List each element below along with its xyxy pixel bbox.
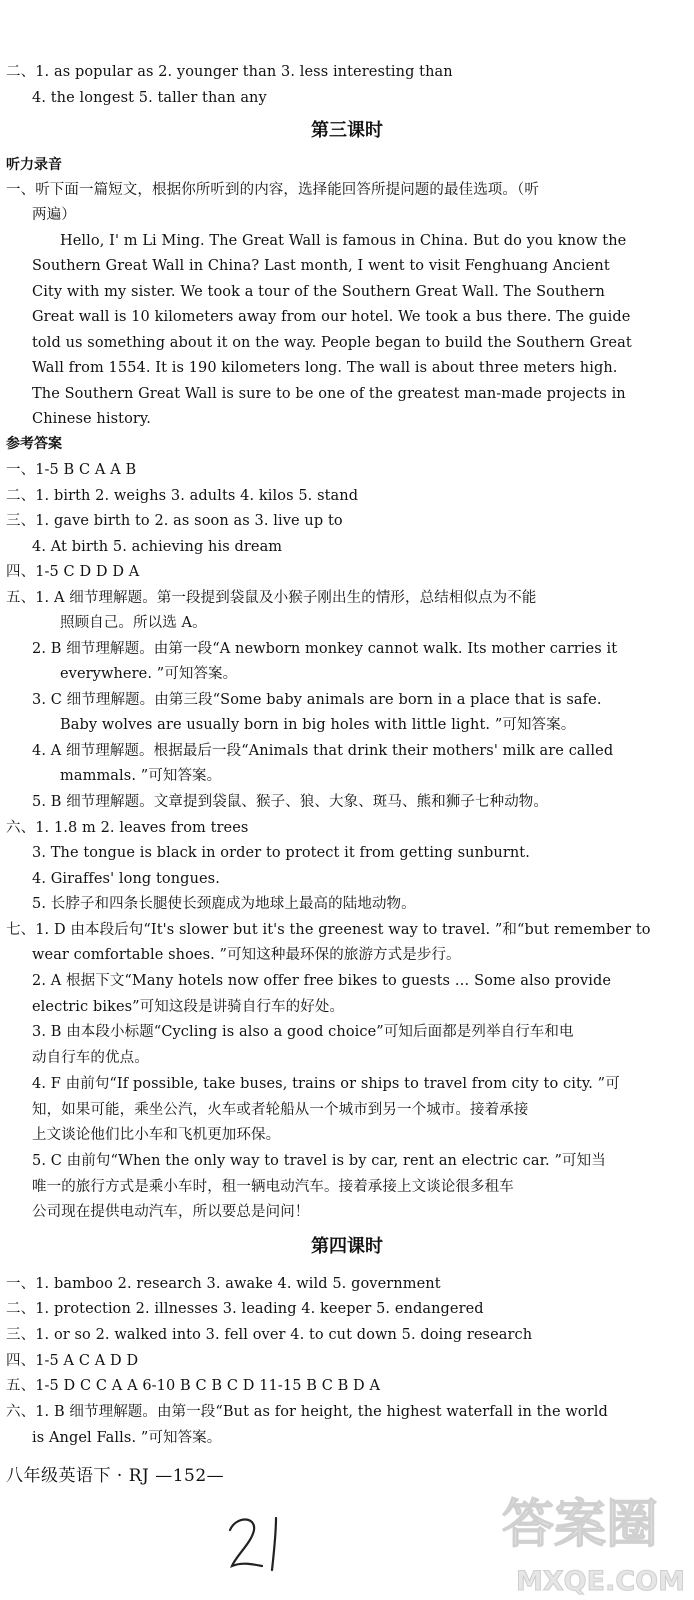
answer-line: wear comfortable shoes. ”可知这种最环保的旅游方式是步行。	[32, 947, 461, 963]
transcript-line: City with my sister. We took a tour of the Southern Great Wall. The Southern	[32, 284, 605, 300]
text-line: 两遍）	[32, 207, 76, 223]
answer-line: 3. B 由本段小标题“Cycling is also a good choice”可知后面都是列举自行车和电	[32, 1024, 574, 1040]
answer-line: 3. The tongue is black in order to protect it from getting sunburnt.	[32, 845, 530, 861]
text-line: 一、听下面一篇短文，根据你所听到的内容，选择能回答所提问题的最佳选项。（听	[6, 182, 539, 198]
answer-line: 公司现在提供电动汽车，所以要总是问问！	[32, 1204, 310, 1220]
answer-line: 六、1. 1.8 m 2. leaves from trees	[6, 820, 249, 836]
answer-line: Baby wolves are usually born in big holes with little light. ”可知答案。	[60, 717, 576, 733]
answer-line: 唯一的旅行方式是乘小车时，租一辆电动汽车。接着承接上文谈论很多租车	[32, 1179, 514, 1195]
answer-line: 四、1-5 C D D D A	[6, 564, 140, 580]
watermark-logo	[500, 1468, 690, 1598]
answer-line: everywhere. ”可知答案。	[60, 666, 238, 682]
answer-line: 5. B 细节理解题。文章提到袋鼠、猴子、狼、大象、斑马、熊和狮子七种动物。	[32, 794, 549, 810]
transcript-line: Hello, I' m Li Ming. The Great Wall is famous in China. But do you know the	[60, 233, 627, 249]
section-title-lesson-3: 第三课时	[311, 120, 383, 141]
transcript-line: Chinese history.	[32, 411, 152, 427]
answer-line: 七、1. D 由本段后句“It's slower but it's the greenest way to travel. ”和“but remember to	[6, 922, 651, 938]
answer-line: 4. Giraffes' long tongues.	[32, 871, 220, 887]
answer-line: 四、1-5 A C A D D	[6, 1353, 139, 1369]
answer-line: electric bikes”可知这段是讲骑自行车的好处。	[32, 999, 345, 1015]
answer-line: 六、1. B 细节理解题。由第一段“But as for height, the highest waterfall in the world	[6, 1404, 608, 1420]
transcript-line: told us something about it on the way. People began to build the Southern Great	[32, 335, 632, 351]
transcript-line: Wall from 1554. It is 190 kilometers long. The wall is about three meters high.	[32, 360, 618, 376]
answer-line: 5. 长脖子和四条长腿使长颈鹿成为地球上最高的陆地动物。	[32, 896, 416, 912]
transcript-line: The Southern Great Wall is sure to be one of the greatest man-made projects in	[32, 386, 626, 402]
answer-line: 2. B 细节理解题。由第一段“A newborn monkey cannot walk. Its mother carries it	[32, 641, 618, 657]
answer-line: 上文谈论他们比小车和飞机更加环保。	[32, 1127, 281, 1143]
answer-line: 照顾自己。所以选 A。	[60, 615, 207, 631]
answer-line: 动自行车的优点。	[32, 1050, 149, 1066]
section-heading-answers: 参考答案	[6, 436, 62, 452]
answer-line: 五、1. A 细节理解题。第一段提到袋鼠及小猴子刚出生的情形，总结相似点为不能	[6, 590, 537, 606]
answer-line: 一、1-5 B C A A B	[6, 462, 137, 478]
answer-line: 5. C 由前句“When the only way to travel is by car, rent an electric car. ”可知当	[32, 1153, 606, 1169]
answer-line: 三、1. or so 2. walked into 3. fell over 4. to cut down 5. doing research	[6, 1327, 533, 1343]
text-line: 二、1. as popular as 2. younger than 3. less interesting than	[6, 64, 453, 80]
section-title-lesson-4: 第四课时	[311, 1236, 383, 1257]
handwritten-page-number	[222, 1508, 292, 1578]
page-footer: 八年级英语下 · RJ —152—	[6, 1466, 225, 1486]
watermark-cn-text: 答案圈	[502, 1495, 659, 1555]
answer-line: 3. C 细节理解题。由第三段“Some baby animals are born in a place that is safe.	[32, 692, 602, 708]
answer-line: 三、1. gave birth to 2. as soon as 3. live up to	[6, 513, 343, 529]
answer-line: 一、1. bamboo 2. research 3. awake 4. wild 5. government	[6, 1276, 441, 1292]
text-line: 4. the longest 5. taller than any	[32, 90, 267, 106]
answer-line: 二、1. birth 2. weighs 3. adults 4. kilos 5. stand	[6, 488, 359, 504]
answer-line: 知，如果可能，乘坐公汽，火车或者轮船从一个城市到另一个城市。接着承接	[32, 1102, 529, 1118]
answer-line: 2. A 根据下文“Many hotels now offer free bikes to guests … Some also provide	[32, 973, 612, 989]
transcript-line: Southern Great Wall in China? Last month, I went to visit Fenghuang Ancient	[32, 258, 610, 274]
answer-line: 五、1-5 D C C A A 6-10 B C B C D 11-15 B C B D A	[6, 1378, 381, 1394]
answer-line: 4. F 由前句“If possible, take buses, trains or ships to travel from city to city. ”可	[32, 1076, 620, 1092]
section-heading-listening: 听力录音	[6, 157, 62, 173]
transcript-line: Great wall is 10 kilometers away from our hotel. We took a bus there. The guide	[32, 309, 631, 325]
answer-line: is Angel Falls. ”可知答案。	[32, 1430, 222, 1446]
answer-line: 4. A 细节理解题。根据最后一段“Animals that drink their mothers' milk are called	[32, 743, 614, 759]
answer-line: 二、1. protection 2. illnesses 3. leading 4. keeper 5. endangered	[6, 1301, 484, 1317]
watermark-url-text: MXQE.COM	[516, 1566, 685, 1597]
answer-line: mammals. ”可知答案。	[60, 768, 222, 784]
answer-line: 4. At birth 5. achieving his dream	[32, 539, 283, 555]
